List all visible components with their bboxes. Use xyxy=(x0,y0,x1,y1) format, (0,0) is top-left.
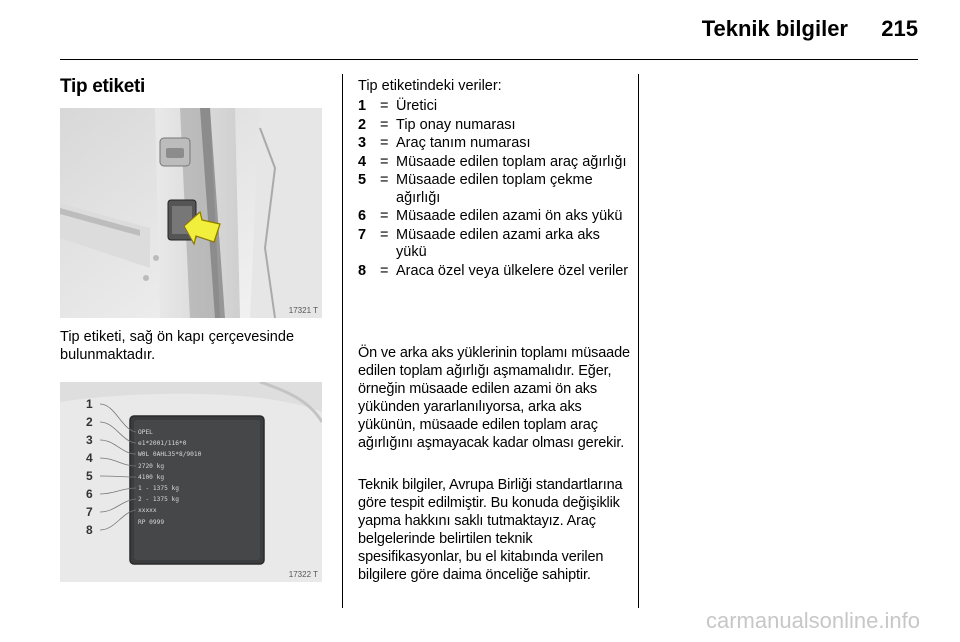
legend-number: 3 xyxy=(358,135,367,151)
legend-equals: = xyxy=(380,135,389,151)
legend-equals: = xyxy=(380,226,389,243)
plate-line: OPEL xyxy=(138,429,153,436)
column-divider-left xyxy=(342,74,343,608)
callout-5: 5 xyxy=(86,469,93,483)
location-paragraph: Tip etiketi, sağ ön kapı çerçevesinde bulunmaktadır. xyxy=(60,329,295,363)
legend-item xyxy=(358,208,630,226)
door-frame-illustration xyxy=(60,108,322,318)
legend-number: 5 xyxy=(358,172,367,188)
header-title: Teknik bilgiler xyxy=(701,16,848,41)
figure-code: 17322 T xyxy=(288,570,318,579)
page-number: 215 xyxy=(881,16,918,41)
legend-equals: = xyxy=(380,153,389,170)
legend-list xyxy=(358,98,630,281)
figure-code: 17321 T xyxy=(288,306,318,315)
legend-item xyxy=(358,172,630,207)
legend-equals: = xyxy=(380,98,389,114)
legend-item xyxy=(358,263,630,281)
legend-equals: = xyxy=(380,116,389,133)
plate-line: RP 0999 xyxy=(138,519,165,526)
watermark: carmanualsonline.info xyxy=(705,608,920,633)
callout-6: 6 xyxy=(86,487,93,501)
legend-number: 7 xyxy=(358,226,367,243)
legend-equals: = xyxy=(380,208,389,224)
callout-2: 2 xyxy=(86,415,93,429)
type-plate-illustration xyxy=(60,382,322,582)
legend-item xyxy=(358,117,630,135)
section-title: Tip etiketi xyxy=(60,76,146,97)
callout-4: 4 xyxy=(86,451,93,465)
door-frame-photo xyxy=(60,108,322,318)
column-divider-right xyxy=(638,74,639,608)
plate-line: xxxxx xyxy=(138,507,157,514)
legend-item xyxy=(358,135,630,153)
legend-text: Tip onay numarası xyxy=(396,116,516,133)
legend-number: 8 xyxy=(358,262,367,279)
legend-text: Müsaade edilen toplam araç ağırlığı xyxy=(396,153,627,170)
header-rule xyxy=(60,59,918,60)
legend-number: 4 xyxy=(358,153,367,170)
legend-equals: = xyxy=(380,172,389,188)
page-header xyxy=(0,0,960,62)
plate-line: 2720 kg xyxy=(138,463,165,470)
axle-load-paragraph: Ön ve arka aks yüklerinin toplamı müsaade edilen toplam ağırlığı aşmamalıdır. Eğer, örneğin müsaade edilen azami ön aks yükünden yararlanılıyorsa, arka aks yükünün, müsaade edilen toplam araç ağırlığını aşmayacak kadar olması gerekir. xyxy=(358,345,630,451)
legend-text: Üretici xyxy=(396,98,438,114)
plate-line: 1 - 1375 kg xyxy=(138,485,179,492)
legend-item xyxy=(358,98,630,116)
legend-item xyxy=(358,227,630,262)
plate-line: W0L 0AHL35*8/9010 xyxy=(138,451,202,458)
legend-text: Araca özel veya ülkelere özel veriler xyxy=(396,262,629,279)
legend-equals: = xyxy=(380,262,389,279)
legend-title: Tip etiketindeki veriler: xyxy=(358,78,502,94)
plate-line: e1*2001/116*0 xyxy=(138,440,187,447)
legend-text: Araç tanım numarası xyxy=(396,135,531,151)
plate-line: 4100 kg xyxy=(138,474,165,481)
callout-8: 8 xyxy=(86,523,93,537)
legend-text: Müsaade edilen azami ön aks yükü xyxy=(396,208,623,224)
specs-paragraph: Teknik bilgiler, Avrupa Birliği standartlarına göre tespit edilmiştir. Bu konuda değişiklik yapma hakkını saklı tutmaktayız. Araç belgelerinde belirtilen teknik spesifikasyonlar, bu el kitabında verilen bilgilere göre daima önceliğe sahiptir. xyxy=(358,477,623,583)
legend-number: 2 xyxy=(358,116,367,133)
callout-3: 3 xyxy=(86,433,93,447)
legend-item xyxy=(358,154,630,172)
callout-1: 1 xyxy=(86,397,93,411)
callout-7: 7 xyxy=(86,505,93,519)
type-plate-photo xyxy=(60,382,322,582)
plate-line: 2 - 1375 kg xyxy=(138,496,179,503)
legend-number: 6 xyxy=(358,208,367,224)
legend-number: 1 xyxy=(358,98,367,114)
legend-text: Müsaade edilen azami arka aks yükü xyxy=(396,226,600,260)
legend-text: Müsaade edilen toplam çekme ağırlığı xyxy=(396,172,593,206)
